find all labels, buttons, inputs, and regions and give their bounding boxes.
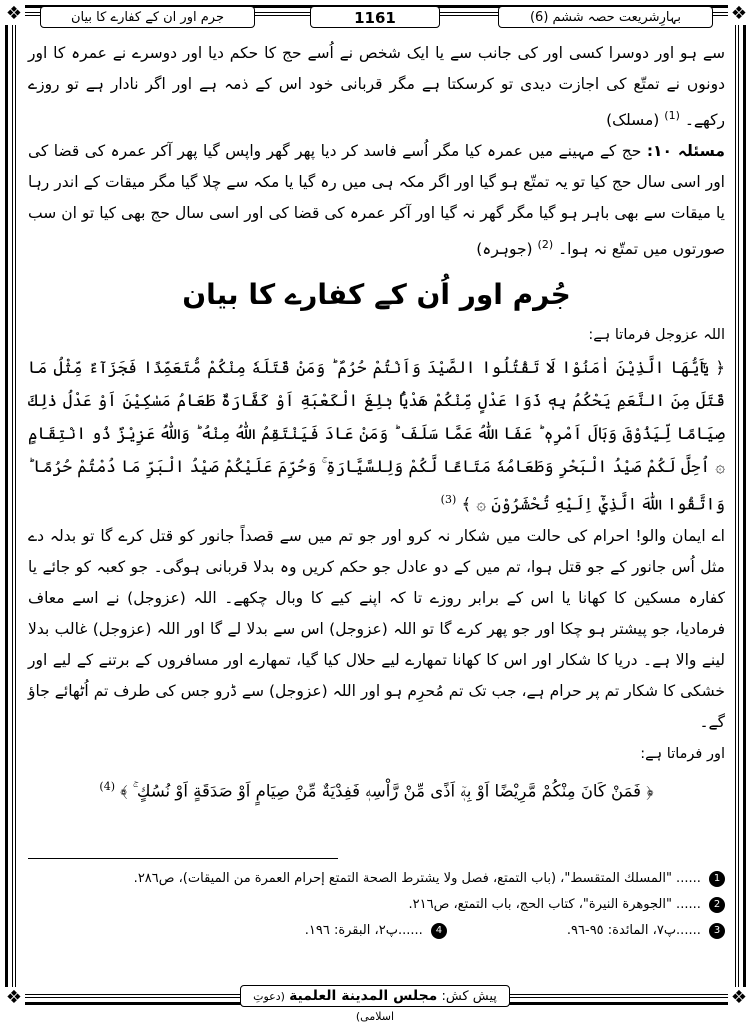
corner-ornament-icon: ❖ bbox=[728, 987, 750, 1009]
footnote-ref: (3) bbox=[440, 493, 457, 507]
footnote-text: ...... "الجوهرة النيرة"، كتاب الحج، باب التمتع، ص٢١٦. bbox=[408, 897, 701, 912]
section-title: جُرم اور اُن کے کفارے کا بیان bbox=[182, 278, 571, 312]
footnote-divider bbox=[28, 858, 338, 859]
footnote-number: 3 bbox=[709, 923, 725, 939]
verse-intro: اللہ عزوجل فرماتا ہے: bbox=[588, 327, 725, 344]
corner-ornament-icon: ❖ bbox=[3, 3, 25, 25]
footnotes bbox=[28, 866, 725, 944]
paragraph bbox=[28, 38, 725, 136]
verse-text: ﴿ يٰٓاَيُّهَا الَّذِيْنَ اٰمَنُوْا لَا تَقْتُلُوا الصَّيْدَ وَاَنْتُمْ حُرُمٌ ؕ وَمَنْ قَتَلَهٗ مِنْكُمْ مُّتَعَمِّدًا فَجَزَآءٌ مِّثْلُ مَا قَتَلَ مِنَ النَّعَمِ يَحْكُمُ بِهٖ ذَوَا عَدْلٍ مِّنْكُمْ هَدْيًۢا بٰلِغَ الْكَعْبَةِ اَوْ كَفَّارَةٌ طَعَامُ مَسٰكِيْنَ اَوْ عَدْلُ ذٰلِكَ صِيَامًا لِّيَذُوْقَ وَبَالَ اَمْرِهٖ ؕ عَفَا اللّٰهُ عَمَّا سَلَفَ ؕ وَمَنْ عَادَ فَيَنْتَقِمُ اللّٰهُ مِنْهُ ؕ وَاللّٰهُ عَزِيْزٌ ذُو انْتِقَامٍ ۞ اُحِلَّ لَكُمْ صَيْدُ الْبَحْرِ وَطَعَامُهٗ مَتَاعًا لَّكُمْ وَلِلسَّيَّارَةِ ۚ وَحُرِّمَ عَلَيْكُمْ صَيْدُ الْبَرِّ مَا دُمْتُمْ حُرُمًا ؕ وَاتَّقُوا اللّٰهَ الَّذِيْٓ اِلَيْهِ تُحْشَرُوْنَ ۞ ﴾ bbox=[28, 358, 725, 514]
header-book-title: بہارِشریعت حصہ ششم (6) bbox=[498, 6, 713, 28]
translation-paragraph: اے ایمان والو! احرام کی حالت میں شکار نہ کرو اور جو تم میں سے قصداً جانور کو قتل کرے گا تو بدلہ دے مثل اُس جانور کے جو قتل ہوا، تم میں کے دو عادل جو حکم کریں وہ بدلا قربانی ہوگی۔ جو کعبہ کو جائے یا کفارہ مسکین کا کھانا یا اس کے برابر روزے تا کہ اپنے کیے کا وبال چکھے۔ اللہ (عزوجل) نے اسے معاف فرمادیا، جو پیشتر ہو چکا اور جو پھر کرے گا تو اللہ (عزوجل) اس سے بدلا لے گا اور اللہ (عزوجل) غالب بدلا لینے والا ہے۔ دریا کا شکار اور اس کا کھانا تمھارے لیے حلال کیا گیا، تمھارے اور مسافروں کے برتنے کے لیے اور خشکی کا شکار تم پر حرام ہے، جب تک تم مُحرِم ہو اور اللہ (عزوجل) سے ڈرو جس کی طرف تم اُٹھائے جاؤ گے۔ bbox=[28, 526, 725, 731]
page-header bbox=[40, 6, 713, 30]
publisher-name: مجلس المدينة العلمية bbox=[289, 988, 438, 1004]
footnote-number: 4 bbox=[431, 923, 447, 939]
publisher-org: (دعوتِ اسلامی) bbox=[253, 990, 395, 1023]
page-number: 1161 bbox=[310, 6, 440, 28]
footnote bbox=[305, 918, 447, 944]
verse-intro: اور فرماتا ہے: bbox=[640, 745, 725, 762]
corner-ornament-icon: ❖ bbox=[3, 987, 25, 1009]
footnote-number: 1 bbox=[709, 871, 725, 887]
masala-label: مسئلہ ۱۰: bbox=[646, 142, 725, 161]
masala-text: حج کے مہینے میں عمرہ کیا مگر اُسے فاسد کر دیا پھر گھر واپس گیا پھر آکر عمرہ کی قضا کی اور اسی سال حج کیا تو یہ تمتّع ہو گیا اور اگر مکہ ہی میں رہ گیا یا مکہ سے چلا گیا مگر میقات کے اندر رہا یا میقات سے بھی باہر ہو گیا مگر گھر نہ گیا اور آکر عمرہ کی قضا کی اور اسی سال حج بھی کیا تو ان سب صورتوں میں تمتّع نہ ہوا۔ bbox=[28, 142, 725, 259]
quran-verse bbox=[28, 351, 725, 521]
footnote-text: ......پ٧، المائدة: ٩٥-٩٦. bbox=[566, 923, 701, 938]
footnote bbox=[567, 918, 725, 944]
corner-ornament-icon: ❖ bbox=[728, 3, 750, 25]
publisher-footer bbox=[240, 985, 510, 1023]
footnote-text: ...... "المسلك المتقسط"، (باب التمتع، فصل ولا يشترط الصحة التمتع إحرام العمرة من الميقات)، ص٢٨٦. bbox=[133, 871, 701, 886]
footnote bbox=[28, 892, 725, 918]
masala-paragraph bbox=[28, 136, 725, 265]
source-citation: (جوہرہ) bbox=[476, 240, 533, 259]
quran-verse bbox=[28, 770, 725, 808]
footnote-text: ......پ٢، البقرة: ١٩٦. bbox=[304, 923, 423, 938]
verse-text: ﴿ فَمَنْ كَانَ مِنْكُمْ مَّرِيْضًا اَوْ بِهٖٓ اَذًى مِّنْ رَّاْسِهٖ فَفِدْيَةٌ مِّنْ صِيَامٍ اَوْ صَدَقَةٍ اَوْ نُسُكٍ ۚ ﴾ bbox=[120, 781, 654, 801]
footnote-number: 2 bbox=[709, 897, 725, 913]
footnote-ref: (2) bbox=[537, 238, 554, 252]
header-chapter-title: جرم اور ان کے کفارے کا بیان bbox=[40, 6, 255, 28]
footnote-row bbox=[28, 918, 725, 944]
footnote-ref: (1) bbox=[664, 109, 680, 122]
footnote bbox=[28, 866, 725, 892]
page-content bbox=[28, 38, 725, 953]
paragraph-text: سے ہو اور دوسرا کسی اور کی جانب سے یا ایک شخص نے اُسے حج کا حکم دیا اور دوسرے نے عمرہ کا اور دونوں نے تمتّع کی اجازت دیدی تو کرسکتا ہے مگر قربانی خود اس کے ذمہ ہے اور اگر نادار ہے تو روزے رکھے۔ bbox=[28, 44, 725, 130]
footnote-ref: (4) bbox=[99, 779, 115, 793]
footer-prefix: پیش کش: bbox=[441, 989, 497, 1004]
source-citation: (مسلک) bbox=[606, 111, 660, 130]
